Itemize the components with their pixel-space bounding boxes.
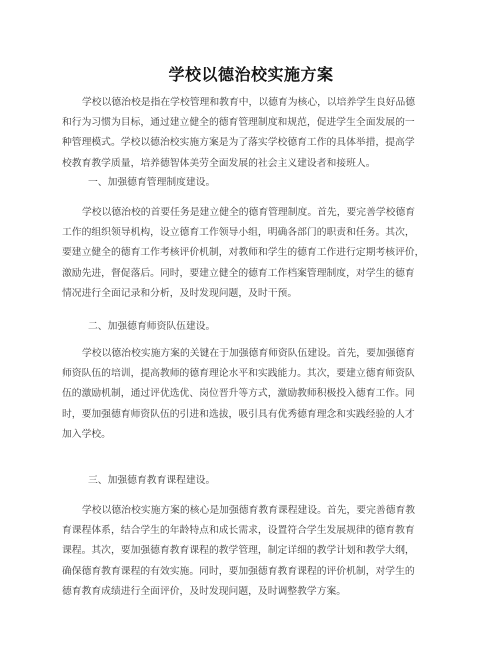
paragraph-line: 加入学校。 (62, 428, 111, 440)
paragraph-line: 校教育教学质量，培养德智体美劳全面发展的社会主义建设者和接班人。 (62, 157, 376, 169)
paragraph-section-1 (62, 203, 440, 304)
section-heading-2: 二、加强德育师资队伍建设。 (88, 321, 216, 332)
paragraph-line: 师资队伍的培训，提高教师的德育理论水平和实践能力。其次，要建立德育师资队 (62, 368, 415, 380)
paragraph-line: 育课程体系，结合学生的年龄特点和成长需求，设置符合学生发展规律的德育教育 (62, 525, 415, 537)
paragraph-intro (62, 93, 440, 174)
paragraph-line: 情况进行全面记录和分析，及时发现问题，及时干预。 (62, 287, 298, 299)
paragraph-line: 激励先进，督促落后。同时，要建立健全的德育工作档案管理制度，对学生的德育 (62, 267, 415, 279)
paragraph-line: 德育教育成绩进行全面评价，及时发现问题，及时调整教学方案。 (62, 585, 347, 597)
paragraph-line: 学校以德治校的首要任务是建立健全的德育管理制度。首先，要完善学校德育 (82, 207, 416, 218)
paragraph-line: 和行为习惯为目标，通过建立健全的德育管理制度和规范，促进学生全面发展的一 (62, 117, 415, 129)
section-heading-1: 一、加强德育管理制度建设。 (88, 177, 216, 188)
paragraph-line: 学校以德治校实施方案的核心是加强德育教育课程建设。首先，要完善德育教 (82, 505, 416, 516)
paragraph-line: 学校以德治校是指在学校管理和教育中，以德育为核心，以培养学生良好品德 (82, 97, 416, 108)
paragraph-line: 工作的组织领导机构，设立德育工作领导小组，明确各部门的职责和任务。其次， (62, 227, 415, 239)
paragraph-line: 确保德育教育课程的有效实施。同时，要加强德育教育课程的评价机制，对学生的 (62, 565, 415, 577)
paragraph-line: 学校以德治校实施方案的关键在于加强德育师资队伍建设。首先，要加强德育 (82, 348, 416, 359)
paragraph-line: 课程。其次，要加强德育教育课程的教学管理，制定详细的教学计划和教学大纲， (62, 545, 415, 557)
section-heading-3: 三、加强德育教育课程建设。 (88, 475, 216, 486)
paragraph-line: 种管理模式。学校以德治校实施方案是为了落实学校德育工作的具体举措，提高学 (62, 137, 415, 149)
paragraph-section-2 (62, 344, 440, 445)
paragraph-line: 要建立健全的德育工作考核评价机制，对教师和学生的德育工作进行定期考核评价， (62, 247, 425, 259)
paragraph-section-3 (62, 501, 440, 602)
paragraph-line: 伍的激励机制，通过评优选优、岗位晋升等方式，激励教师积极投入德育工作。同 (62, 388, 415, 400)
document-title: 学校以德治校实施方案 (168, 65, 334, 84)
paragraph-line: 时，要加强德育师资队伍的引进和选拔，吸引具有优秀德育理念和实践经验的人才 (62, 408, 415, 420)
